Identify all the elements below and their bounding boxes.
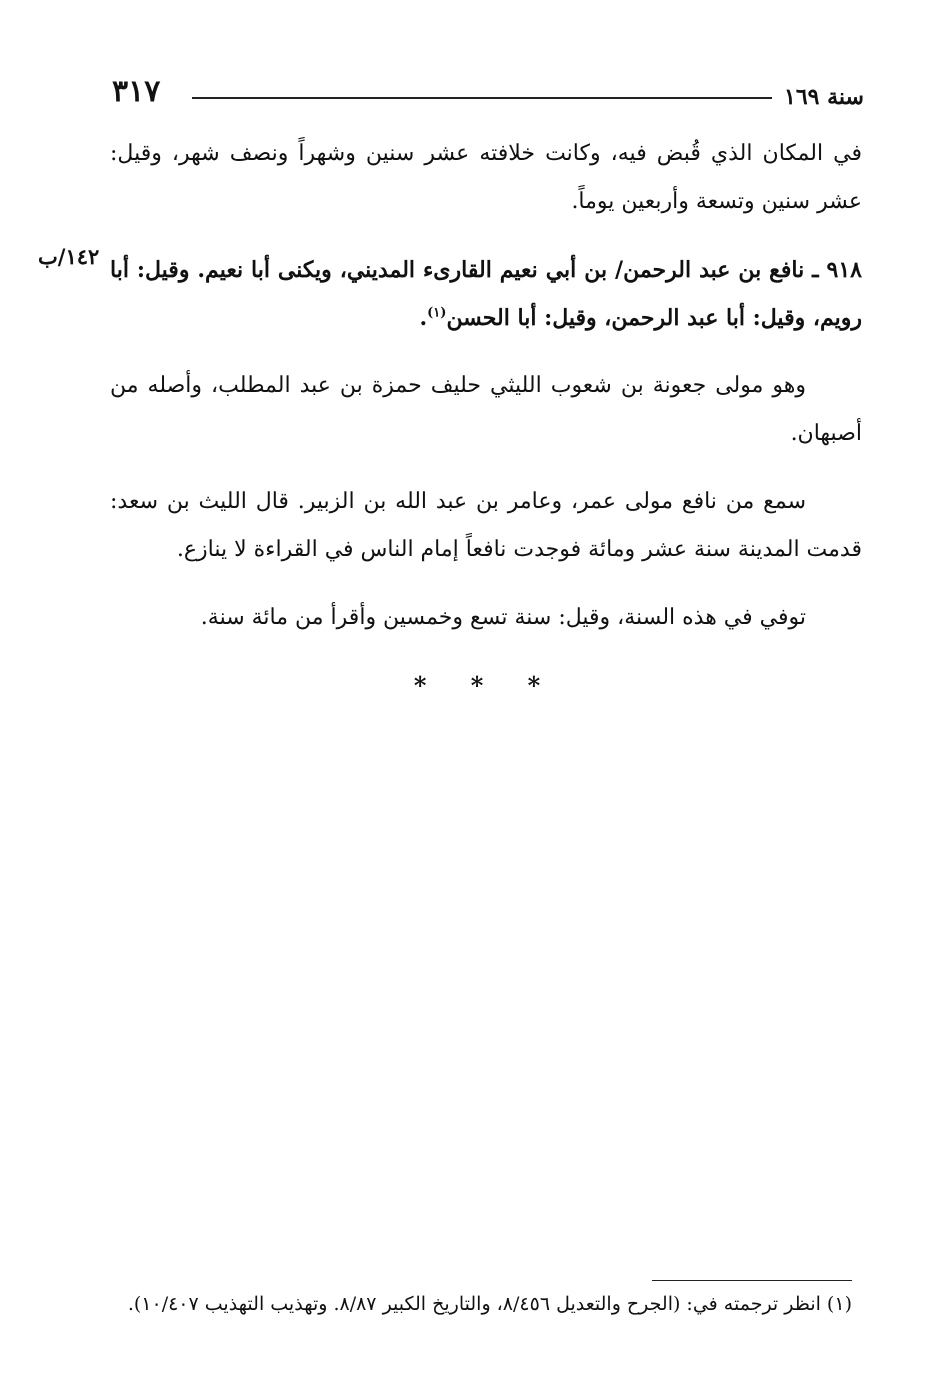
biography-entry-heading — [110, 246, 862, 342]
footnote: (١) انظر ترجمته في: (الجرح والتعديل ٨/٤٥٦، والتاريخ الكبير ٨/٨٧. وتهذيب التهذيب ١٠/٤٠٧). — [127, 1293, 852, 1315]
manuscript-folio-ref: ١٤٢/ب — [38, 244, 100, 269]
footnote-separator — [652, 1280, 852, 1281]
main-text — [110, 130, 862, 710]
footnote-marker[interactable]: (١) — [427, 305, 447, 321]
entry-end: . — [419, 305, 428, 331]
paragraph-teachers: سمع من نافع مولى عمر، وعامر بن عبد الله بن الزبير. قال الليث بن سعد: قدمت المدينة سنة عشر ومائة فوجدت نافعاً إمام الناس في القراءة لا ينازع. — [110, 489, 862, 562]
page-header — [112, 70, 864, 110]
paragraph-continuation: في المكان الذي قُبض فيه، وكانت خلافته عشر سنين وشهراً ونصف شهر، وقيل: عشر سنين وتسعة وأربعين يوماً. — [110, 141, 862, 214]
paragraph-lineage: وهو مولى جعونة بن شعوب الليثي حليف حمزة بن عبد المطلب، وأصله من أصبهان. — [110, 373, 862, 446]
section-ornament: * * * — [413, 671, 559, 700]
paragraph-death: توفي في هذه السنة، وقيل: سنة تسع وخمسين وأقرأ من مائة سنة. — [200, 605, 806, 630]
page-number: ٣١٧ — [112, 74, 161, 109]
header-rule — [192, 97, 772, 99]
running-title: سنة ١٦٩ — [784, 84, 864, 110]
entry-text: ٩١٨ ـ نافع بن عبد الرحمن/ بن أبي نعيم القارىء المديني، ويكنى أبا نعيم. وقيل: أبا رويم، وقيل: أبا عبد الرحمن، وقيل: أبا الحسن — [110, 257, 862, 331]
